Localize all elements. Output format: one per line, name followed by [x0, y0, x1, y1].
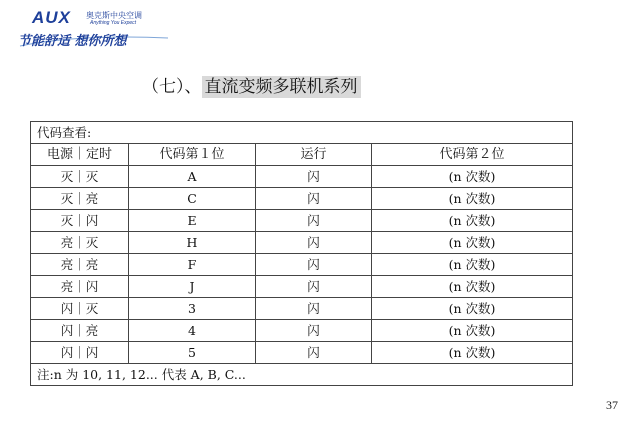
cell-code-digit-2: (n 次数)	[372, 320, 573, 342]
cell-code-digit-2: (n 次数)	[372, 254, 573, 276]
logo-brand-cn: 奥克斯中央空调	[86, 11, 142, 20]
cell-code-digit-1: A	[129, 166, 256, 188]
cell-run: 闪	[256, 298, 372, 320]
table-note-row	[31, 364, 573, 386]
cell-power-timer: 灭｜闪	[31, 210, 129, 232]
cell-run: 闪	[256, 188, 372, 210]
section-title-text: 直流变频多联机系列	[202, 76, 361, 98]
cell-code-digit-1: C	[129, 188, 256, 210]
table-row	[31, 342, 573, 364]
table-row	[31, 298, 573, 320]
cell-code-digit-2: (n 次数)	[372, 188, 573, 210]
cell-code-digit-2: (n 次数)	[372, 232, 573, 254]
error-code-table	[30, 121, 573, 386]
cell-code-digit-1: 5	[129, 342, 256, 364]
section-title	[142, 72, 361, 97]
header-run: 运行	[256, 144, 372, 166]
cell-run: 闪	[256, 210, 372, 232]
table-row	[31, 210, 573, 232]
table-row	[31, 254, 573, 276]
cell-run: 闪	[256, 166, 372, 188]
error-code-table-body	[31, 122, 573, 386]
cell-code-digit-1: 4	[129, 320, 256, 342]
cell-power-timer: 闪｜闪	[31, 342, 129, 364]
table-row	[31, 166, 573, 188]
logo-brand: AUX	[32, 8, 71, 27]
table-row	[31, 188, 573, 210]
cell-power-timer: 灭｜灭	[31, 166, 129, 188]
cell-code-digit-2: (n 次数)	[372, 298, 573, 320]
section-title-prefix: （七）、	[142, 77, 202, 97]
cell-code-digit-2: (n 次数)	[372, 166, 573, 188]
header-code-digit-1: 代码第１位	[129, 144, 256, 166]
cell-power-timer: 灭｜亮	[31, 188, 129, 210]
logo-brand-en: Anything You Expect	[90, 20, 137, 26]
cell-code-digit-1: F	[129, 254, 256, 276]
cell-code-digit-1: J	[129, 276, 256, 298]
cell-code-digit-2: (n 次数)	[372, 276, 573, 298]
cell-run: 闪	[256, 232, 372, 254]
cell-power-timer: 亮｜亮	[31, 254, 129, 276]
cell-power-timer: 亮｜灭	[31, 232, 129, 254]
table-row	[31, 320, 573, 342]
cell-run: 闪	[256, 320, 372, 342]
cell-run: 闪	[256, 254, 372, 276]
header-power-timer: 电源｜定时	[31, 144, 129, 166]
cell-code-digit-1: 3	[129, 298, 256, 320]
logo-slogan: 节能舒适 想你所想	[18, 34, 127, 49]
cell-run: 闪	[256, 276, 372, 298]
cell-code-digit-2: (n 次数)	[372, 342, 573, 364]
table-caption-row	[31, 122, 573, 144]
header-code-digit-2: 代码第２位	[372, 144, 573, 166]
table-note: 注:n 为 10, 11, 12... 代表 A, B, C...	[31, 364, 573, 386]
cell-power-timer: 亮｜闪	[31, 276, 129, 298]
cell-code-digit-1: E	[129, 210, 256, 232]
cell-power-timer: 闪｜亮	[31, 320, 129, 342]
table-row	[31, 276, 573, 298]
page-number: 37	[606, 398, 618, 412]
cell-code-digit-1: H	[129, 232, 256, 254]
table-row	[31, 232, 573, 254]
cell-power-timer: 闪｜灭	[31, 298, 129, 320]
table-header-row	[31, 144, 573, 166]
aux-logo	[18, 8, 178, 48]
table-caption: 代码查看:	[31, 122, 573, 144]
cell-run: 闪	[256, 342, 372, 364]
cell-code-digit-2: (n 次数)	[372, 210, 573, 232]
